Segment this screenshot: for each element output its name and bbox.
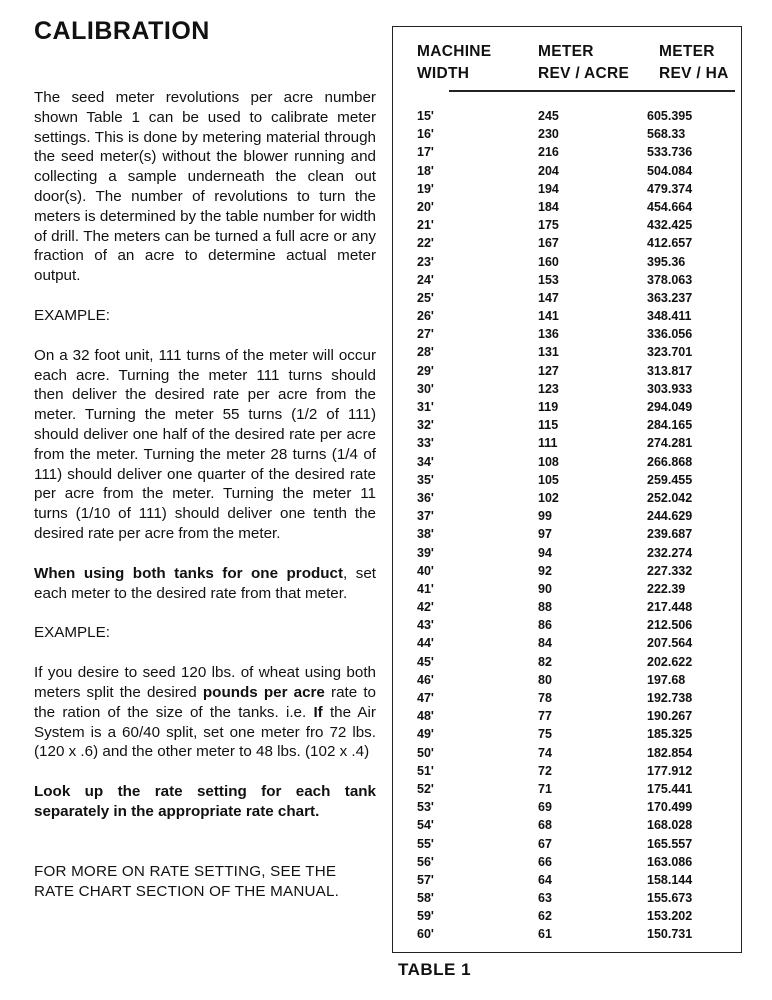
example-heading-2: EXAMPLE: (34, 624, 110, 642)
header-line: WIDTH (417, 65, 470, 82)
width-cell: 38' (417, 527, 434, 542)
width-cell: 47' (417, 691, 434, 705)
header-meter-rev-ha (659, 41, 729, 85)
rev-ha-cell: 412.657 (647, 236, 693, 251)
width-cell: 41' (417, 581, 434, 596)
rev-ha-cell: 170.499 (647, 800, 693, 815)
width-cell: 22' (417, 236, 434, 251)
rev-ha-cell: 533.736 (647, 145, 693, 160)
table-row (393, 143, 741, 161)
rev-ha-cell: 155.673 (647, 891, 693, 906)
rev-ha-cell: 153.202 (647, 909, 693, 924)
table-row (393, 871, 741, 889)
rev-acre-cell: 69 (538, 800, 552, 815)
rev-ha-cell: 232.274 (647, 545, 693, 560)
rev-acre-cell: 216 (538, 145, 559, 160)
rev-ha-cell: 192.738 (647, 691, 693, 705)
example-paragraph-1: On a 32 foot unit, 111 turns of the meter will occur each acre. Turning the meter 111 turns should then deliver the desired rate per acre from the meter. Turning the meter 55 turns (1/2 of 111) should deliver one half of the desired rate per acre from the meter. Turning the meter 28 turns (1/4 of 111) should deliver one quarter of the desired rate per acre from the meter. Turning the meter 11 turns (1/10 of 111) should deliver one tenth the desired rate per acre from the meter. (34, 346, 376, 542)
width-cell: 59' (417, 909, 434, 924)
rev-acre-cell: 127 (538, 363, 559, 378)
rev-acre-cell: 167 (538, 236, 559, 251)
rev-ha-cell: 432.425 (647, 218, 693, 233)
rev-ha-cell: 190.267 (647, 709, 693, 724)
rev-acre-cell: 66 (538, 854, 552, 869)
rev-ha-cell: 150.731 (647, 927, 693, 942)
width-cell: 25' (417, 290, 434, 305)
rev-ha-cell: 348.411 (647, 309, 692, 324)
width-cell: 50' (417, 745, 434, 760)
table-row (393, 416, 741, 434)
rev-ha-cell: 568.33 (647, 127, 686, 142)
rev-acre-cell: 102 (538, 490, 559, 505)
width-cell: 52' (417, 781, 434, 796)
table-body (393, 107, 741, 944)
table-row (393, 816, 741, 834)
rev-acre-cell: 136 (538, 327, 559, 342)
rev-ha-cell: 284.165 (647, 418, 693, 433)
width-cell: 27' (417, 327, 434, 342)
table-row (393, 198, 741, 216)
width-cell: 51' (417, 763, 434, 778)
header-meter-rev-acre (538, 41, 629, 85)
rev-ha-cell: 175.441 (647, 781, 693, 796)
table-row (393, 544, 741, 562)
table-row (393, 762, 741, 780)
table-row (393, 343, 741, 361)
header-line: METER (659, 43, 715, 60)
table-row (393, 271, 741, 289)
table-row (393, 107, 741, 125)
table-row (393, 380, 741, 398)
p4-bold-2: If (313, 703, 323, 721)
table-row (393, 671, 741, 689)
rev-ha-cell: 259.455 (647, 472, 693, 487)
rev-acre-cell: 108 (538, 454, 559, 469)
rev-ha-cell: 323.701 (647, 345, 693, 360)
table-row (393, 798, 741, 816)
calibration-table (392, 26, 742, 953)
rev-acre-cell: 160 (538, 254, 559, 269)
rev-acre-cell: 82 (538, 654, 552, 669)
width-cell: 21' (417, 218, 434, 233)
rev-ha-cell: 158.144 (647, 872, 693, 887)
width-cell: 23' (417, 254, 434, 269)
rev-acre-cell: 99 (538, 509, 552, 524)
table-row (393, 907, 741, 925)
instructions-column (34, 14, 376, 901)
width-cell: 55' (417, 836, 434, 851)
rev-acre-cell: 64 (538, 872, 552, 887)
rev-acre-cell: 75 (538, 727, 552, 742)
width-cell: 20' (417, 199, 434, 214)
table-row (393, 471, 741, 489)
width-cell: 18' (417, 163, 434, 178)
width-cell: 58' (417, 891, 434, 906)
table-row (393, 925, 741, 943)
width-cell: 30' (417, 381, 434, 396)
table-row (393, 616, 741, 634)
rev-acre-cell: 123 (538, 381, 559, 396)
table-row (393, 362, 741, 380)
rev-ha-cell: 363.237 (647, 290, 693, 305)
rev-ha-cell: 244.629 (647, 509, 693, 524)
width-cell: 44' (417, 636, 434, 651)
rev-acre-cell: 78 (538, 691, 552, 705)
rev-acre-cell: 111 (538, 436, 558, 451)
rev-ha-cell: 202.622 (647, 654, 693, 669)
rev-acre-cell: 184 (538, 199, 559, 214)
width-cell: 53' (417, 800, 434, 815)
width-cell: 49' (417, 727, 434, 742)
both-tanks-rest: , set each meter to the desired rate from that meter. (34, 564, 377, 602)
header-line: REV / HA (659, 65, 729, 82)
rev-ha-cell: 303.933 (647, 381, 693, 396)
table-row (393, 253, 741, 271)
table-row (393, 835, 741, 853)
table-row (393, 707, 741, 725)
p4-part-b: rate to the ration of the size of the tanks. i.e. (34, 683, 376, 721)
rev-acre-cell: 175 (538, 218, 559, 233)
width-cell: 33' (417, 436, 434, 451)
table-row (393, 216, 741, 234)
table-row (393, 780, 741, 798)
more-info-paragraph: FOR MORE ON RATE SETTING, SEE THE RATE CHART SECTION OF THE MANUAL. (34, 862, 340, 900)
rev-ha-cell: 479.374 (647, 181, 693, 196)
rev-acre-cell: 67 (538, 836, 552, 851)
rev-acre-cell: 97 (538, 527, 552, 542)
rev-ha-cell: 274.281 (647, 436, 693, 451)
table-row (393, 580, 741, 598)
table-row (393, 889, 741, 907)
table-row (393, 162, 741, 180)
rev-ha-cell: 336.056 (647, 327, 693, 342)
rev-acre-cell: 119 (538, 400, 559, 414)
header-line: METER (538, 43, 594, 60)
table-row (393, 125, 741, 143)
rev-ha-cell: 163.086 (647, 854, 693, 869)
table-row (393, 398, 741, 416)
example-paragraph-2 (34, 663, 376, 762)
table-row (393, 489, 741, 507)
rev-acre-cell: 141 (538, 309, 559, 324)
header-line: REV / ACRE (538, 65, 630, 82)
table-row (393, 453, 741, 471)
width-cell: 16' (417, 127, 434, 142)
width-cell: 46' (417, 672, 434, 687)
rev-acre-cell: 92 (538, 563, 552, 578)
p4-part-a: If you desire to seed 120 lbs. of wheat using both meters split the desired (34, 664, 376, 701)
intro-paragraph: The seed meter revolutions per acre number shown Table 1 can be used to calibrate meter settings. This is done by metering material through the seed meter(s) without the blower running and collecting a sample underneath the clean out door(s). The number of revolutions to turn the meters is determined by the table number for width of drill. The meters can be turned a full acre or any fraction of an acre to determine actual meter output. (34, 89, 376, 285)
rev-acre-cell: 62 (538, 909, 552, 924)
width-cell: 35' (417, 472, 434, 487)
rev-acre-cell: 63 (538, 891, 552, 906)
rev-acre-cell: 245 (538, 109, 559, 123)
rev-ha-cell: 207.564 (647, 636, 693, 651)
table-row (393, 634, 741, 652)
rev-acre-cell: 105 (538, 472, 559, 487)
rev-acre-cell: 131 (538, 345, 559, 360)
p4-part-c: the Air System is a 60/40 split, set one meter fro 72 lbs. (120 x .6) and the other meter to 48 lbs. (102 x .4) (34, 703, 376, 761)
width-cell: 60' (417, 927, 434, 942)
rev-acre-cell: 94 (538, 545, 552, 560)
width-cell: 56' (417, 854, 434, 869)
width-cell: 42' (417, 600, 434, 615)
table-row (393, 853, 741, 871)
table-row (393, 725, 741, 743)
rev-ha-cell: 165.557 (647, 836, 693, 851)
rev-ha-cell: 222.39 (647, 581, 686, 596)
rev-ha-cell: 605.395 (647, 109, 693, 123)
rev-acre-cell: 77 (538, 709, 552, 724)
rev-acre-cell: 84 (538, 636, 552, 651)
table-row (393, 234, 741, 252)
rev-acre-cell: 153 (538, 272, 559, 287)
rev-acre-cell: 204 (538, 163, 559, 178)
rev-ha-cell: 227.332 (647, 563, 693, 578)
rev-acre-cell: 90 (538, 581, 552, 596)
rev-ha-cell: 294.049 (647, 400, 693, 414)
table-row (393, 434, 741, 452)
width-cell: 24' (417, 272, 434, 287)
header-line: MACHINE (417, 43, 492, 60)
width-cell: 31' (417, 400, 434, 414)
width-cell: 17' (417, 145, 434, 160)
rev-acre-cell: 71 (538, 781, 552, 796)
table-row (393, 325, 741, 343)
table-row (393, 525, 741, 543)
rev-ha-cell: 197.68 (647, 672, 686, 687)
table-row (393, 689, 741, 707)
rev-ha-cell: 313.817 (647, 363, 693, 378)
width-cell: 37' (417, 509, 434, 524)
rev-ha-cell: 504.084 (647, 163, 693, 178)
width-cell: 43' (417, 618, 434, 633)
lookup-paragraph: Look up the rate setting for each tank separately in the appropriate rate chart. (34, 783, 376, 820)
width-cell: 32' (417, 418, 434, 433)
rev-ha-cell: 378.063 (647, 272, 693, 287)
width-cell: 26' (417, 309, 434, 324)
table-row (393, 653, 741, 671)
rev-acre-cell: 68 (538, 818, 552, 833)
rev-ha-cell: 454.664 (647, 199, 693, 214)
rev-acre-cell: 61 (538, 927, 552, 942)
width-cell: 45' (417, 654, 434, 669)
rev-ha-cell: 182.854 (647, 745, 693, 760)
width-cell: 29' (417, 363, 434, 378)
rev-ha-cell: 185.325 (647, 727, 693, 742)
p4-bold-1: pounds per acre (202, 683, 325, 701)
rev-acre-cell: 115 (538, 418, 559, 433)
width-cell: 40' (417, 563, 434, 578)
rev-ha-cell: 266.868 (647, 454, 693, 469)
width-cell: 48' (417, 709, 434, 724)
table-row (393, 744, 741, 762)
width-cell: 34' (417, 454, 434, 469)
page-title: CALIBRATION (34, 17, 210, 45)
rev-ha-cell: 177.912 (647, 763, 693, 778)
width-cell: 15' (417, 109, 434, 123)
table-row (393, 562, 741, 580)
rev-ha-cell: 168.028 (647, 818, 693, 833)
width-cell: 19' (417, 181, 434, 196)
rev-acre-cell: 147 (538, 290, 559, 305)
table-row (393, 180, 741, 198)
rev-ha-cell: 239.687 (647, 527, 693, 542)
table-caption: TABLE 1 (398, 960, 472, 979)
width-cell: 54' (417, 818, 434, 833)
rev-ha-cell: 252.042 (647, 490, 693, 505)
rev-acre-cell: 72 (538, 763, 552, 778)
rev-acre-cell: 88 (538, 600, 552, 615)
width-cell: 39' (417, 545, 434, 560)
rev-ha-cell: 212.506 (647, 618, 693, 633)
rev-acre-cell: 194 (538, 181, 559, 196)
rev-acre-cell: 230 (538, 127, 559, 142)
table-row (393, 307, 741, 325)
rev-ha-cell: 395.36 (647, 254, 686, 269)
header-divider (449, 90, 735, 92)
table-row (393, 598, 741, 616)
header-machine-width (417, 41, 491, 85)
table-row (393, 289, 741, 307)
width-cell: 57' (417, 872, 434, 887)
both-tanks-bold: When using both tanks for one product (34, 564, 344, 582)
rev-acre-cell: 80 (538, 672, 552, 687)
table-row (393, 507, 741, 525)
rev-acre-cell: 86 (538, 618, 552, 633)
width-cell: 28' (417, 345, 434, 360)
rev-acre-cell: 74 (538, 745, 552, 760)
example-heading-1: EXAMPLE: (34, 306, 110, 324)
both-tanks-paragraph (34, 564, 376, 604)
rev-ha-cell: 217.448 (647, 600, 693, 615)
width-cell: 36' (417, 490, 434, 505)
